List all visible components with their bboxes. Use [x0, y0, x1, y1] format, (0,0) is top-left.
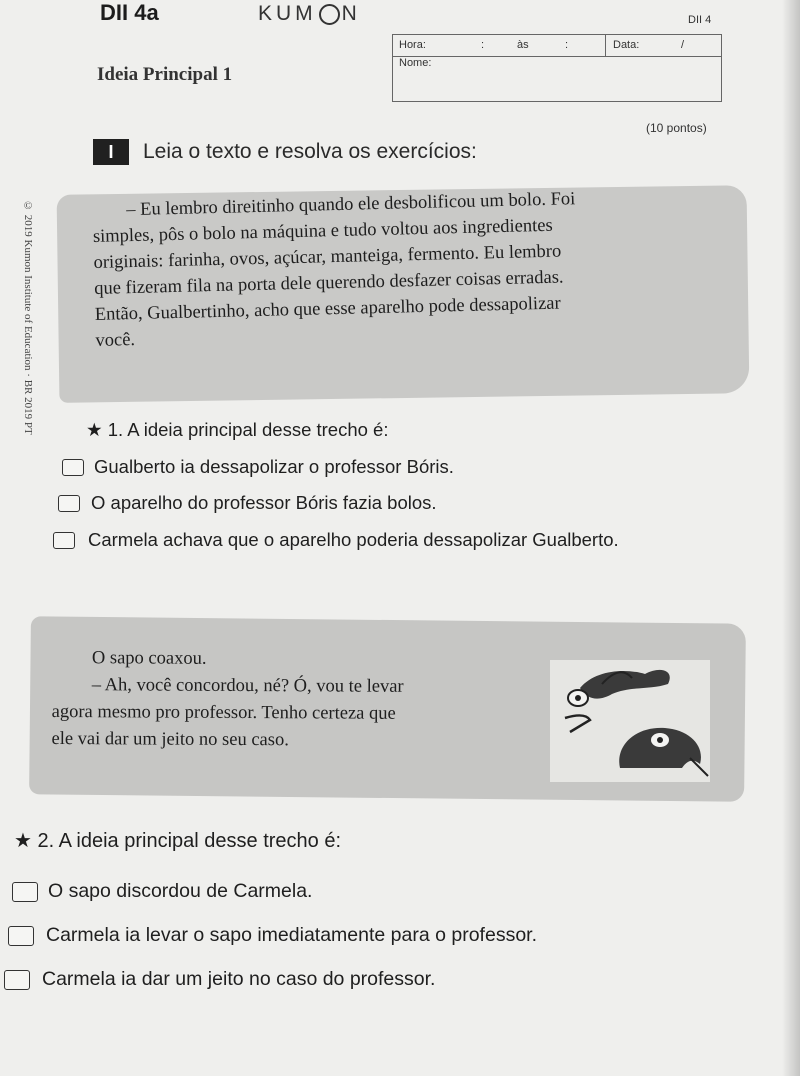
kumon-logo	[258, 2, 361, 26]
question-2-option-b-checkbox[interactable]	[8, 926, 34, 946]
question-1-option-a-label: Gualberto ia dessapolizar o professor Bóris.	[94, 456, 454, 477]
passage-1-line: – Eu lembro direitinho quando ele desbolificou um bolo. Foi	[126, 189, 576, 221]
exercise-instruction: Leia o texto e resolva os exercícios:	[143, 140, 477, 163]
hora-label: Hora:	[399, 39, 426, 51]
question-1-option-a-checkbox[interactable]	[62, 459, 84, 476]
passage-1-line: simples, pôs o bolo na máquina e tudo voltou aos ingredientes	[92, 215, 553, 247]
brand-text-left: KUM	[258, 2, 317, 25]
as-label: às	[517, 39, 529, 51]
question-1-option-c-checkbox[interactable]	[53, 532, 75, 549]
nome-label: Nome:	[399, 57, 432, 69]
passage-1-line: Então, Gualbertinho, acho que esse aparelho pode dessapolizar	[94, 293, 561, 325]
info-divider	[605, 35, 606, 56]
brand-text-right: N	[341, 2, 361, 25]
frog-illustration	[550, 660, 710, 782]
passage-2-line: – Ah, você concordou, né? Ó, vou te levar	[91, 675, 404, 697]
student-info-box	[392, 34, 722, 102]
hora-colon-2: :	[565, 39, 569, 51]
passage-2-line: agora mesmo pro professor. Tenho certeza que	[51, 701, 396, 724]
passage-1-line: originais: farinha, ovos, açúcar, manteiga, fermento. Eu lembro	[93, 241, 562, 273]
data-label: Data:	[613, 39, 640, 51]
data-slash: /	[681, 39, 685, 51]
passage-2-line: ele vai dar um jeito no seu caso.	[51, 728, 289, 751]
points-label: (10 pontos)	[646, 121, 707, 135]
question-1-option-c-label: Carmela achava que o aparelho poderia dessapolizar Gualberto.	[88, 529, 619, 550]
question-2-option-a-label: O sapo discordou de Carmela.	[48, 880, 313, 902]
worksheet-code-small: DII 4	[688, 14, 712, 26]
brand-circle-icon	[319, 4, 340, 25]
question-1-option-b-label: O aparelho do professor Bóris fazia bolos.	[91, 492, 437, 513]
question-2-option-c-checkbox[interactable]	[4, 970, 30, 990]
worksheet-code: DII 4a	[100, 0, 159, 25]
side-copyright: © 2019 Kumon Institute of Education · BR 2019 PT	[22, 200, 34, 435]
question-2-prompt: ★ 2. A ideia principal desse trecho é:	[14, 830, 342, 852]
question-2-option-a-checkbox[interactable]	[12, 882, 38, 902]
frog-drawing-icon	[550, 660, 710, 782]
question-2-option-c-label: Carmela ia dar um jeito no caso do professor.	[42, 968, 436, 990]
passage-1-line: você.	[95, 329, 136, 351]
time-date-row	[393, 35, 721, 57]
question-1-option-b-checkbox[interactable]	[58, 495, 80, 512]
page-edge-shadow	[782, 0, 800, 1076]
passage-2-line: O sapo coaxou.	[91, 648, 207, 669]
passage-1-line: que fizeram fila na porta dele querendo desfazer coisas erradas.	[93, 267, 564, 299]
section-title: Ideia Principal 1	[97, 64, 233, 85]
passage-2-text	[51, 645, 542, 756]
hora-colon-1: :	[481, 39, 485, 51]
question-1-prompt: ★ 1. A ideia principal desse trecho é:	[86, 419, 389, 440]
passage-1-text	[92, 183, 726, 354]
question-2-option-b-label: Carmela ia levar o sapo imediatamente para o professor.	[46, 924, 538, 946]
exercise-number-badge: I	[93, 139, 129, 165]
